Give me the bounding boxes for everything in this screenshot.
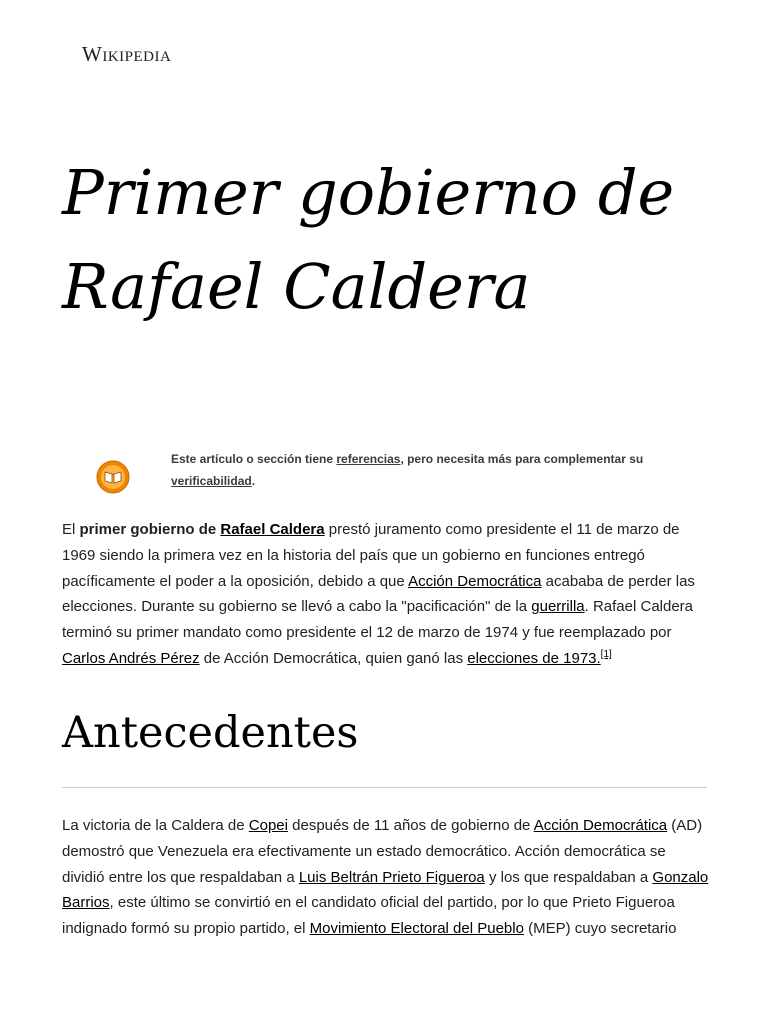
link-luis-beltran-prieto-figueroa[interactable]: Luis Beltrán Prieto Figueroa xyxy=(298,868,485,886)
link-carlos-andres-perez[interactable]: Carlos Andrés Pérez xyxy=(62,649,200,667)
text: (MEP) cuyo secretario xyxy=(523,920,677,938)
bold-text: primer gobierno de xyxy=(79,521,221,538)
book-icon xyxy=(96,460,130,494)
link-rafael-caldera[interactable]: Rafael Caldera xyxy=(220,521,325,538)
text: La victoria de la Caldera de xyxy=(62,817,249,834)
link-copei[interactable]: Copei xyxy=(248,817,288,834)
text: acababa de perder las elecciones. Durante su gobierno se llevó a cabo la "pacificación" de la xyxy=(62,572,695,616)
text: prestó juramento como presidente el 11 de marzo de 1969 siendo la primera vez en la historia del país que un gobierno en funciones entregó pacíficamente el poder a la oposición, debido a que xyxy=(62,521,680,590)
intro-paragraph xyxy=(62,517,710,672)
notice-text-part: , pero necesita más para complementar su xyxy=(400,452,644,466)
wikipedia-wordmark[interactable]: Wikipedia xyxy=(82,42,172,66)
text: y los que respaldaban a xyxy=(484,868,653,886)
text: El xyxy=(62,521,80,538)
link-elecciones-1973[interactable]: elecciones de 1973. xyxy=(467,649,601,667)
notice-text-part: . xyxy=(251,474,256,488)
link-accion-democratica[interactable]: Acción Democrática xyxy=(408,572,542,590)
link-guerrilla[interactable]: guerrilla xyxy=(531,598,585,616)
text: después de 11 años de gobierno de xyxy=(287,817,534,834)
text: de Acción Democrática, quien ganó las xyxy=(199,649,468,667)
notice-text-part: Este artículo o sección tiene xyxy=(171,452,337,466)
page-title: Primer gobierno de Rafael Caldera xyxy=(62,156,675,323)
notice-text xyxy=(171,448,691,492)
link-gonzalo-barrios[interactable]: Gonzalo Barrios xyxy=(62,868,709,912)
link-accion-democratica[interactable]: Acción Democrática xyxy=(533,817,668,834)
text: , este último se convirtió en el candidato oficial del partido, por lo que Prieto Figueroa indignado formó su propio partido, el xyxy=(62,894,675,938)
reference-1[interactable]: [1] xyxy=(600,648,612,660)
link-verificabilidad[interactable]: verificabilidad xyxy=(171,474,252,488)
references-notice xyxy=(62,446,706,496)
link-movimiento-electoral-del-pueblo[interactable]: Movimiento Electoral del Pueblo xyxy=(309,920,524,938)
link-referencias[interactable]: referencias xyxy=(336,452,401,466)
section-heading-antecedentes: Antecedentes xyxy=(62,703,707,788)
text: . Rafael Caldera terminó su primer mandato como presidente el 12 de marzo de 1974 y fue reemplazado por xyxy=(62,598,694,642)
text: (AD) demostró que Venezuela era efectivamente un estado democrático. Acción democrática se dividió entre los que respaldaban a xyxy=(62,817,703,886)
antecedentes-paragraph xyxy=(62,813,710,942)
